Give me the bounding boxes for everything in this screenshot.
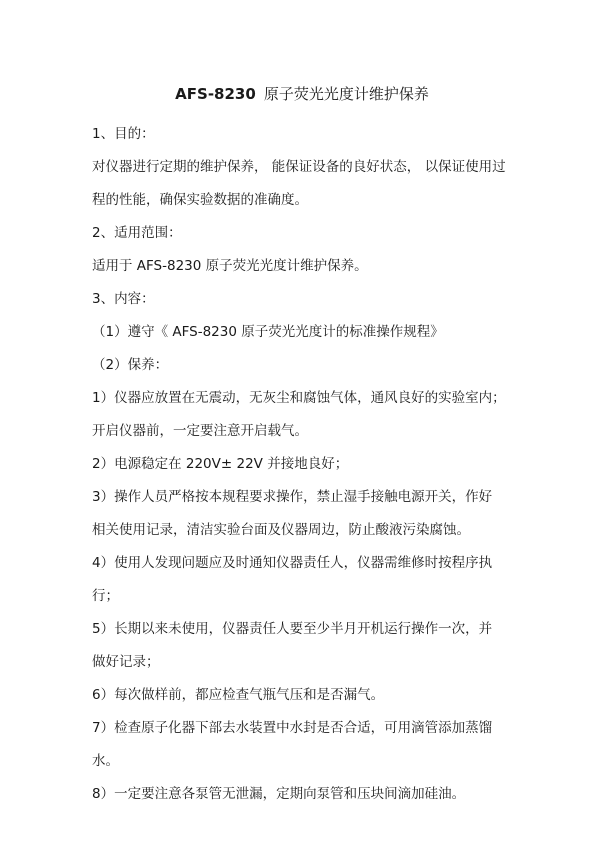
scope-line: 适用于 AFS-8230 原子荧光光度计维护保养。 (92, 258, 368, 274)
maintenance-item-1-line-1: 1）仪器应放置在无震动，无灰尘和腐蚀气体，通风良好的实验室内； (92, 390, 506, 406)
purpose-line-2: 程的性能，确保实验数据的准确度。 (92, 192, 308, 208)
maintenance-item-5-line-2: 做好记录； (92, 654, 160, 670)
title-model: AFS-8230 (175, 85, 256, 103)
section-heading-content: 3、内容： (92, 291, 155, 307)
content-item-1: （1）遵守《 AFS-8230 原子荧光光度计的标准操作规程》 (92, 324, 444, 340)
maintenance-item-3-line-1: 3）操作人员严格按本规程要求操作，禁止湿手接触电源开关，作好 (92, 489, 493, 505)
maintenance-item-2: 2）电源稳定在 220V± 22V 并接地良好； (92, 456, 349, 472)
maintenance-item-4-line-2: 行； (92, 588, 119, 604)
content-item-2: （2）保养： (92, 357, 169, 373)
title-text: 原子荧光光度计维护保养 (263, 85, 429, 103)
maintenance-item-7-line-2: 水。 (92, 753, 119, 769)
maintenance-item-6: 6）每次做样前，都应检查气瓶气压和是否漏气。 (92, 687, 385, 703)
document-body (92, 118, 512, 811)
maintenance-item-4-line-1: 4）使用人发现问题应及时通知仪器责任人，仪器需维修时按程序执 (92, 555, 493, 571)
maintenance-item-8: 8）一定要注意各泵管无泄漏，定期向泵管和压块间滴加硅油。 (92, 786, 466, 802)
purpose-line-1: 对仪器进行定期的维护保养， 能保证设备的良好状态， 以保证使用过 (92, 159, 506, 175)
section-heading-scope: 2、适用范围： (92, 225, 182, 241)
section-heading-purpose: 1、目的： (92, 126, 155, 142)
document-title (92, 84, 512, 104)
maintenance-item-5-line-1: 5）长期以来未使用，仪器责任人要至少半月开机运行操作一次，并 (92, 621, 493, 637)
maintenance-item-7-line-1: 7）检查原子化器下部去水装置中水封是否合适，可用滴管添加蒸馏 (92, 720, 493, 736)
maintenance-item-1-line-2: 开启仪器前，一定要注意开启载气。 (92, 423, 308, 439)
maintenance-item-3-line-2: 相关使用记录，清洁实验台面及仪器周边，防止酸液污染腐蚀。 (92, 522, 470, 538)
